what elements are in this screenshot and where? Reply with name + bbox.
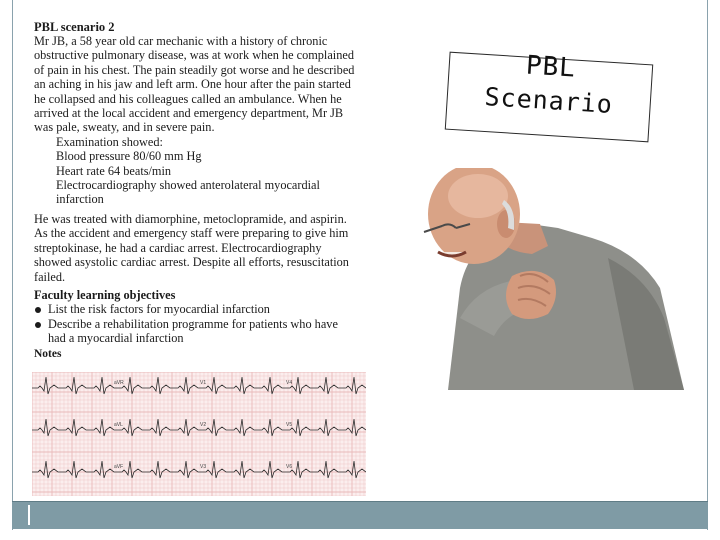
narrative-line: was pale, sweaty, and in severe pain. [34, 120, 215, 135]
treatment-line: He was treated with diamorphine, metoclopramide, and aspirin. [34, 211, 347, 226]
narrative-line: of pain in his chest. The pain steadily got worse and he described [34, 62, 355, 77]
man-clutching-chest-photo [408, 168, 690, 390]
ecg-lead-label: aVF [114, 464, 124, 470]
examination-line: Electrocardiography showed anterolateral myocardial [56, 178, 320, 193]
ecg-grid [32, 372, 366, 496]
footer-marker [28, 505, 30, 525]
title-line-pbl: PBL [525, 50, 577, 84]
objectives-heading: Faculty learning objectives [34, 287, 176, 302]
objectives-list [34, 302, 374, 345]
objective-text: List the risk factors for myocardial infarction [48, 302, 270, 317]
treatment-block [34, 212, 374, 284]
frame-right-border [707, 0, 708, 530]
notes-label: Notes [34, 347, 62, 360]
frame-left-border [12, 0, 13, 530]
head-highlight [448, 174, 508, 218]
narrative-line: arrived at the local accident and emergency department, Mr JB [34, 106, 344, 121]
treatment-line: failed. [34, 269, 66, 284]
examination-line: Heart rate 64 beats/min [56, 163, 172, 178]
title-line-scenario: Scenario [483, 81, 614, 119]
ecg-lead-label: V4 [286, 380, 293, 386]
ecg-lead-label: aVR [114, 380, 124, 386]
ecg-lead-label: V6 [286, 464, 293, 470]
examination-line: Examination showed: [56, 134, 163, 149]
examination-line: Blood pressure 80/60 mm Hg [56, 149, 202, 164]
ecg-lead-label: V3 [200, 464, 207, 470]
narrative-line: an aching in his jaw and left arm. One hour after the pain started [34, 77, 351, 92]
treatment-line: showed asystolic cardiac arrest. Despite all efforts, resuscitation [34, 255, 349, 270]
ecg-lead-label: V1 [200, 380, 207, 386]
ecg-lead-label: aVL [114, 422, 123, 428]
treatment-line: As the accident and emergency staff were preparing to give him [34, 226, 349, 241]
bullet-icon [35, 322, 41, 328]
narrative-line: obstructive pulmonary disease, was at work when he complained [34, 48, 354, 63]
ecg-strip [32, 372, 366, 496]
examination-block [34, 135, 374, 207]
footer-top-line [12, 501, 708, 502]
mouth [438, 252, 466, 256]
narrative-block [34, 34, 374, 135]
objective-text: had a myocardial infarction [48, 331, 184, 346]
bullet-icon [35, 307, 41, 313]
objective-item [34, 317, 374, 346]
scenario-heading: PBL scenario 2 [34, 20, 115, 34]
ecg-lead-label: V5 [286, 422, 293, 428]
narrative-line: he collapsed and his colleagues called an ambulance. When he [34, 91, 342, 106]
slide-footer-bar [12, 501, 708, 529]
hand [506, 271, 556, 319]
ecg-lead-label: V2 [200, 422, 207, 428]
objective-text: Describe a rehabilitation programme for patients who have [48, 316, 338, 331]
narrative-line: Mr JB, a 58 year old car mechanic with a history of chronic [34, 34, 328, 48]
scenario-document [34, 20, 374, 361]
examination-line: infarction [56, 192, 104, 207]
treatment-line: streptokinase, he had a cardiac arrest. Electrocardiography [34, 240, 322, 255]
objective-item [34, 302, 374, 316]
title-box [445, 52, 653, 143]
